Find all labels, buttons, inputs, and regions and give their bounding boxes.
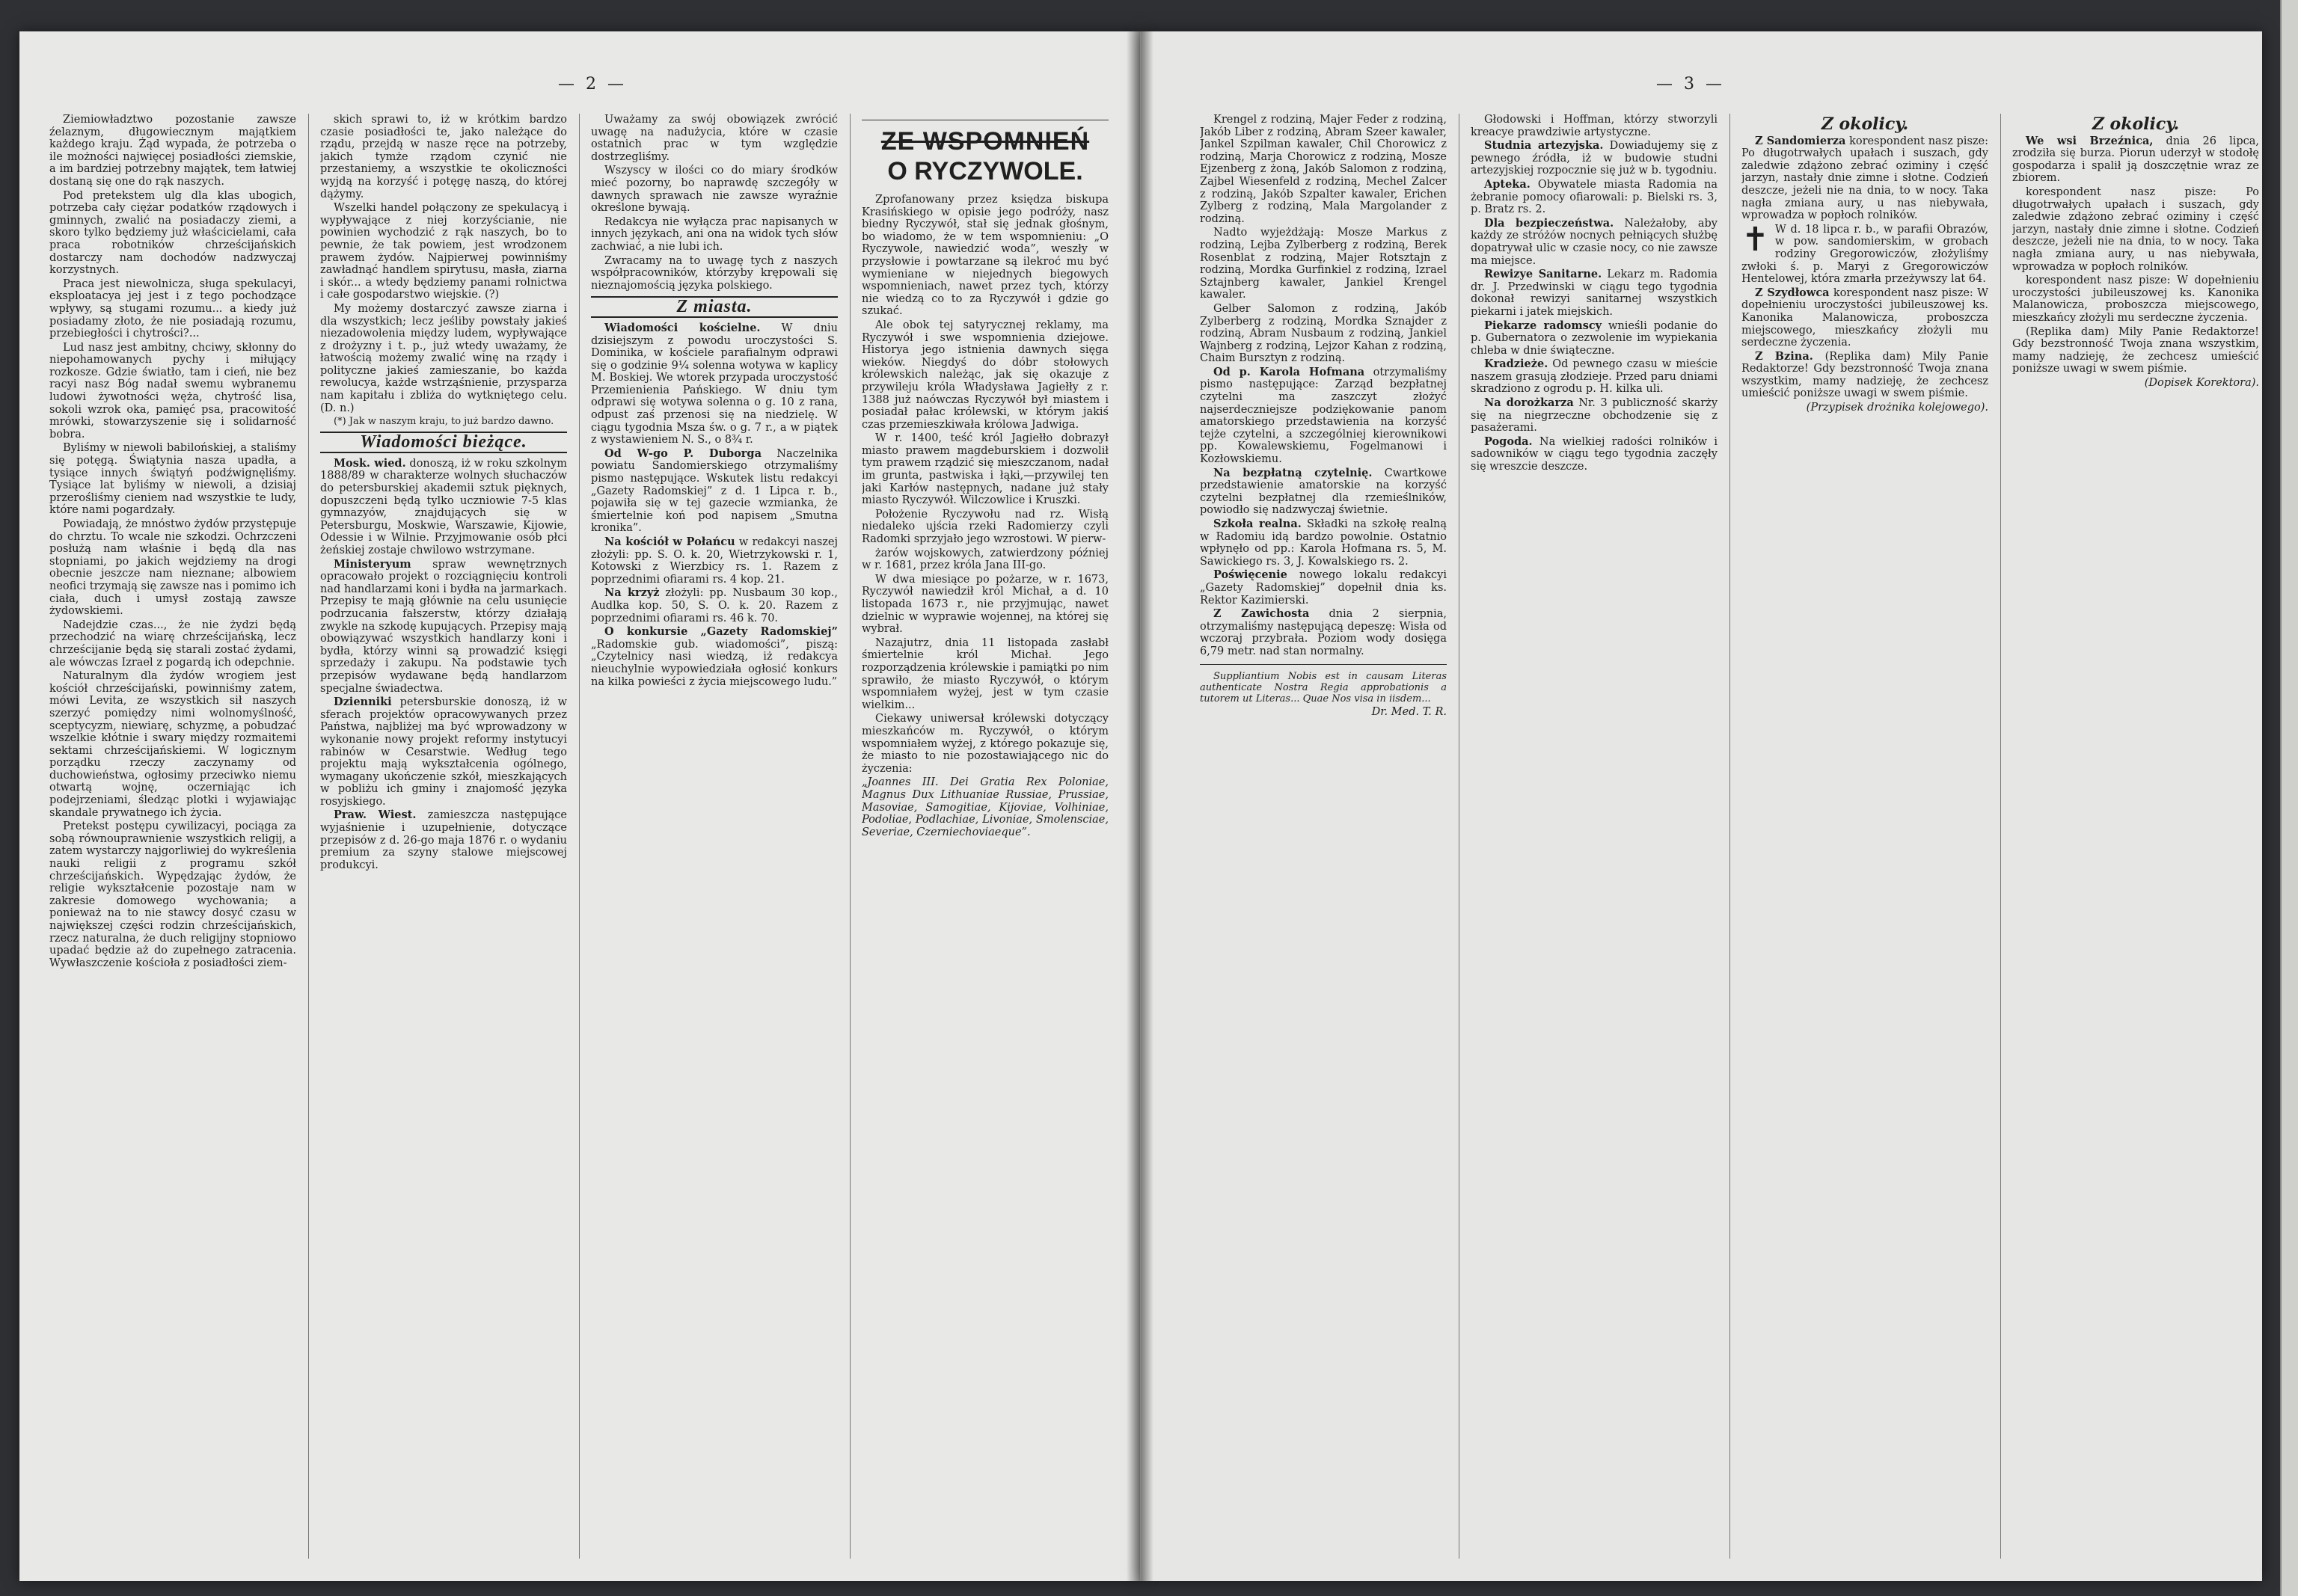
news-text: wnieśli podanie do p. Gubernatora o zezwolenie im wypiekania chleba w dnie świąteczne. [1471,319,1718,357]
news-head: Z Sandomierza [1755,134,1846,147]
news-text: korespondent nasz pisze: Po długotrwałych upałach i suszach, gdy zaledwie zdążono zebrać oziminy i część jarzyn, nastały dnie zimne i słotne. Codzień deszcze, jeżeli nie na dnia, to w nocy. Taka nagła zmiana aury, u nas niebywała, wprowadza w popłoch rolników. [1741,135,1988,222]
news-item [320,458,567,557]
news-item [591,626,838,688]
paragraph: (Replika dam) Mily Panie Redaktorze! Gdy bezstronność Twoja znana wszystkim, mamy nadzieję, że zechcesz umieścić poniższe uwagi w swem piśmie. [2012,325,2259,375]
news-item [1741,351,1988,400]
column-2 [320,114,567,1559]
news-head: Mosk. wied. [334,456,406,470]
column-rule [1729,114,1730,1559]
paragraph: żarów wojskowych, zatwierdzony później w r. 1681, przez króla Jana III-go. [862,547,1109,572]
news-item [1471,320,1718,357]
paragraph: Gelber Salomon z rodziną, Jakób Zylberberg z rodziną, Mordka Sznajder z rodziną, Abram Nusbaum z rodziną, Jankiel Wajnberg z rodziną, Lejzor Kahan z rodziną, Chaim Bursztyn z rodziną. [1200,302,1447,365]
paragraph: Krengel z rodziną, Majer Feder z rodziną, Jakób Liber z rodziną, Abram Szeer kawaler, Jankel Szpilman kawaler, Chil Chorowicz z rodziną, Marja Chorowicz z rodziną, Mosze Ejzenberg z żoną, Jakób Salomon z rodziną, Zajbel Wiesenfeld z rodziną, Mechel Zalcer z rodziną, Jakób Szpalter kawaler, Erichen Zylberg z rodziną, Mala Margolander z rodziną. [1200,114,1447,225]
news-head: We wsi Brzeźnica, [2026,134,2154,147]
news-item [1471,140,1718,177]
news-head: Apteka. [1484,177,1531,191]
paragraph: Zprofanowany przez księdza biskupa Krasińskiego w opisie jego podróży, nasz biedny Ryczywół, stał się jednak głośnym, bo wiadomo, że w tem wspomnieniu: „O Ryczywole, nawiedzić woda”, weszły w przysłowie i powtarzane są ilekroć mu być wymieniane w niejednych biegowych wspomnieniach, nawet przez tych, którzy nie wiedzą co to za Ryczywół i gdzie go szukać. [862,194,1109,318]
news-head: Dla bezpieczeństwa. [1484,216,1614,230]
column-4 [862,114,1109,1559]
paragraph: Uważamy za swój obowiązek zwrócić uwagę na nadużycia, które w czasie ostatnich prac w tym względzie dostrzegliśmy. [591,114,838,163]
news-item [591,587,838,624]
news-head: Od p. Karola Hofmana [1213,365,1365,378]
column-3 [1741,114,1988,1559]
news-item [1471,179,1718,216]
column-3 [591,114,838,1559]
news-text: Na wielkiej radości rolników i sadowników w ciągu tego tygodnia zaczęły się wreszcie deszcze. [1471,435,1718,473]
news-item [1741,135,1988,222]
news-head: Poświęcenie [1213,568,1287,582]
news-item [1741,287,1988,349]
news-text: Składki na szkołę realną w Radomiu idą bardzo powolnie. Ostatnio wpłynęło od pp.: Karola Hofmana rs. 5, M. Sawickiego rs. 3, J. Kowalskiego rs. 2. [1200,518,1447,568]
paragraph: Powiadają, że mnóstwo żydów przystępuje do chrztu. To wcale nie szkodzi. Ochrzczeni posłużą nam właśnie i będą dla nas stopniami, po jakich wejdziemy na drogi obecnie jeszcze nam nieznane; albowiem neofici trzymają się zawsze nas i pomimo ich ciała, duch i umysł zostają zawsze żydowskiemi. [49,518,296,618]
paragraph: Ziemiowładztwo pozostanie zawsze źelaznym, długowiecznym majątkiem każdego kraju. Żąd wypada, że potrzeba o ile możności najwięcej posiadłości ziemskie, a im bardziej potrzebny majątek, tem łatwiej dostaną się one do rąk naszych. [49,114,296,188]
news-head: Kradzieże. [1484,357,1548,371]
paragraph: Redakcya nie wyłącza prac napisanych w innych językach, ani ona na widok tych słów zachwiać, a nie lubi ich. [591,215,838,253]
footnote: (*) Jak w naszym kraju, to już bardzo dawno. [334,416,554,428]
news-text: korespondent nasz pisze: W dopełnieniu uroczystości jubileuszowej ks. Kanonika Malanowicza, proboszcza miejscowego, mieszkańcy złożyli mu serdeczne życzenia. [1741,286,1988,349]
news-head: Od W-go P. Duborga [604,446,762,460]
paragraph: Zwracamy na to uwagę tych z naszych współpracowników, którzyby krępowali się nieznajomością języka polskiego. [591,254,838,292]
news-item [1471,218,1718,267]
news-head: Wiadomości kościelne. [604,321,761,334]
news-head: O konkursie „Gazety Radomskiej” [604,625,838,639]
scanner-edge-strip [2280,0,2298,1596]
news-text: Obywatele miasta Radomia na żebranie pomocy ofiarowali: p. Bielski rs. 3, p. Bratz rs. 2. [1471,178,1718,216]
column-1 [1200,114,1447,1559]
news-text: w redakcyi naszej złożyli: pp. S. O. k. 20, Wietrzykowski r. 1, Kotowski z Wierzbicy rs. 1. Razem z poprzednimi ofiarami rs. 4 kop. 21. [591,536,838,586]
news-text: otrzymaliśmy pismo następujące: Zarząd bezpłatnej czytelni ma zaszczyt złożyć najserdeczniejsze podziękowanie panom amatorskiego przedstawienia na korzyść tejże czytelni, a szczególniej kierownikowi pp. Kowalewskiemu, Fogelmanowi i Kozłowskiemu. [1200,366,1447,466]
column-2 [1471,114,1718,1559]
news-text: Dowiadujemy się z pewnego źródła, iż w budowie studni artezyjskiej rozpocznie się już w b. tygodniu. [1471,140,1718,177]
paragraph: Ale obok tej satyrycznej reklamy, ma Ryczywół i swe wspomnienia dziejowe. Historya jego istnienia dawnych sięga wieków. Niegdyś do dóbr stołowych królewskich należąc, jak się okazuje z przywileju króla Władysława Jagiełły z r. 1388 już naówczas Ryczywół był miastem i posiadał pałac królewski, w którym jakiś czas przemieszkiwała królowa Jadwiga. [862,319,1109,431]
page-folio: — 2 — [558,75,627,93]
paragraph: Pod pretekstem ulg dla klas ubogich, potrzeba cały ciężar podatków rządowych i gminnych, zwalić na posiadaczy ziemi, a skoro tylko będziemy już właścicielami, cała praca robotników chrześcijańskich dostarczy nam dochodów nadzwyczaj korzystnych. [49,189,296,277]
paragraph: Wszyscy w ilości co do miary środków mieć pozorny, bo naprawdę szczegóły w dawnych sprawach nie zawsze wyraźnie określone bywają. [591,165,838,215]
section-title-current-news: Wiadomości bieżące. [320,432,567,453]
news-text: Od pewnego czasu w mieście naszem grasują złodzieje. Przed paru dniami skradziono z ogrodu p. H. kilka uli. [1471,358,1718,396]
news-item [1471,436,1718,473]
column-4 [2012,114,2259,1559]
paragraph: W dwa miesiące po pożarze, w r. 1673, Ryczywół nawiedził król Michał, a d. 10 listopada 1673 r., nie przyjmując, nawet dzielnic w wyprawie wojennej, na której się wybrał. [862,573,1109,636]
paragraph: Położenie Ryczywołu nad rz. Wisłą niedaleko ujścia rzeki Radomierzy czyli Radomki sprzyjało jego wzrostowi. W pierw- [862,508,1109,546]
news-text: nowego lokalu redakcyi „Gazety Radomskiej” dopełnił dnia ks. Rektor Kazimierski. [1200,569,1447,607]
column-rule [2000,114,2001,1559]
news-text: (Replika dam) Mily Panie Redaktorze! Gdy bezstronność Twoja znana wszystkim, mamy nadzieję, że zechcesz umieścić poniższe uwagi w swem piśmie. [1741,350,1988,400]
news-item [1200,366,1447,466]
news-item [2012,135,2259,185]
news-head: Na kościół w Połańcu [604,535,735,548]
paragraph: korespondent nasz pisze: Po długotrwałych upałach i suszach, gdy zaledwie zdążono zebrać oziminy i część jarzyn, nastały dnie zimne i słotne. Codzień deszcze, jeżeli nie na dnia, to w nocy. Taka nagła zmiana aury, u nas niebywała, wprowadza w popłoch rolników. [2012,185,2259,273]
news-item [591,448,838,535]
column-rule [308,114,309,1559]
news-head: Praw. Wiest. [334,808,417,822]
news-text: dnia 2 sierpnia, otrzymaliśmy następującą depeszę: Wisła od wczoraj przybrała. Poziom wody dosięga 6,79 metr. nad stan normalny. [1200,608,1447,657]
news-head: Studnia artezyjska. [1484,139,1604,153]
news-text: Należałoby, aby każdy ze stróżów nocnych pełniących służbę dopatrywał ulic w czasie nocy, co nie zawsze ma miejsce. [1471,217,1718,267]
page-folio: — 3 — [1656,75,1725,93]
news-item [591,322,838,446]
news-item [1200,608,1447,657]
news-text: Nr. 3 publiczność skarży się na niegrzeczne obchodzenie się z pasażerami. [1471,397,1718,435]
news-text: dnia 26 lipca, zrodziła się burza. Piorun uderzył w stodołę gospodarza i spalił ją doszczętnie wraz ze zbiorem. [2012,135,2259,185]
paragraph: My możemy dostarczyć zawsze ziarna i dla wszystkich; lecz jeśliby powstały jakieś niezadowolenia między ludem, wypływające z drożyzny i t. p., już wtedy uważamy, że łatwością możemy zwalić winę na rządy i polityczne jakieś zamieszanie, bo każda rewolucya, każde wstrząśnienie, przysparza nam kapitału i zbliża do wytkniętego celu. (D. n.) [320,302,567,414]
news-item [1200,467,1447,517]
paragraph: Praca jest niewolnicza, sługa spekulacyi, eksploatacya jej jest i z tego pochodzące wpływy, są stugami rozumu... a kiedy już posiadamy złoto, że nie posiadają rozumu, przebiegłości i chytrości?... [49,277,296,340]
news-text: Lekarz m. Radomia dr. J. Przedwinski w ciągu tego tygodnia dokonał rewizyi sanitarnej wszystkich piekarni i jatek miejskich. [1471,268,1718,318]
column-rule [850,114,851,1559]
news-item [591,536,838,586]
news-text: donoszą, iż w roku szkolnym 1888/89 w charakterze wolnych słuchaczów do petersburskiej akademii sztuk pięknych, dopuszczeni będą tylko uczniowie 7-5 klas gymnazyów, znajdujących się w Petersburgu, Moskwie, Warszawie, Kijowie, Odessie i w Wilnie. Przyjmowanie osób płci żeńskiej zostaje chwilowo wstrzymane. [320,457,567,556]
page-columns [49,114,1112,1559]
news-item [320,809,567,871]
paragraph: Byliśmy w niewoli babilońskiej, a staliśmy się potęgą. Świątynia nasza upadła, a tysiące innych świątyń podźwignęliśmy. Tysiące lat byliśmy w niewoli, a dzisiaj przerośliśmy cieniem nad wszystkie te ludy, które nami pogardzały. [49,442,296,517]
section-title-city: Z miasta. [591,296,838,318]
article-title [862,126,1109,186]
news-head: Rewizye Sanitarne. [1484,268,1602,281]
news-text: Cwartkowe przedstawienie amatorskie na korzyść czytelni bezpłatnej dla rzemieślników, powiodło się nadzwyczaj świetnie. [1200,467,1447,517]
news-item [1200,569,1447,607]
news-text: Naczelnika powiatu Sandomierskiego otrzymaliśmy pismo następujące. Wskutek listu redakcyi „Gazety Radomskiej” z d. 1 Lipca r. b., pojawiła się w tej gazecie wzmianka, że śmiertelnie koń pod napisem „Smutna kronika”. [591,447,838,535]
news-item [320,559,567,696]
paragraph: Nazajutrz, dnia 11 listopada zasłabł śmiertelnie król Michał. Jego rozporządzenia królewskie i pamiątki po nim sprawiło, że miasto Ryczywół, o którym wspomniałem wyżej, jest w tym czasie wielkim... [862,636,1109,711]
cross-icon: ✝ [1741,220,1769,259]
obituary [1741,220,1988,286]
news-item [1471,268,1718,318]
news-text: spraw wewnętrznych opracowało projekt o rozciągnięciu kontroli nad handlarzami koni i bydła na jarmarkach. Przepisy te mają głównie na celu usunięcie podrzucania fałszerstw, którzy działają zwykle na szkodę kupujących. Przepisy mają obowiązywać wszystkich handlarzy koni i bydła, którzy winni są prowadzić księgi sprzedaży i zakupu. Na podstawie tych przepisów wydawane będą handlarzom specjalne świadectwa. [320,558,567,695]
news-text: „Radomskie gub. wiadomości”, piszą: „Czytelnicy nasi wiedzą, iż redakcya nieuchylnie wypowiedziała ogłosić konkurs na kilka powieści z życia miejscowego ludu.” [591,638,838,688]
signature: Dr. Med. T. R. [1371,705,1447,718]
news-head: Piekarze radomscy [1484,319,1602,332]
news-head: Na bezpłatną czytelnię. [1213,466,1373,479]
news-item [320,696,567,808]
news-head: Dzienniki [334,696,392,709]
paragraph: korespondent nasz pisze: W dopełnieniu uroczystości jubileuszowej ks. Kanonika Malanowicza, proboszcza miejscowego, mieszkańcy złożyli mu serdeczne życzenia. [2012,274,2259,324]
news-item [1200,518,1447,568]
paragraph: Nadto wyjeżdżają: Mosze Markus z rodziną, Lejba Zylberberg z rodziną, Berek Rosenblat z rodziną, Majer Rotsztajn z rodziną, Mordka Gurfinkiel z rodziną, Izrael Sztajnberg kawaler, Jankiel Krengel kawaler. [1200,227,1447,301]
divider [1200,664,1447,665]
news-head: Z Szydłowca [1755,286,1830,299]
newspaper-page-right [1140,31,2262,1581]
paragraph: W r. 1400, teść król Jagiełło dobrazył miasto prawem magdeburskiem i dozwolił tym prawem rządzić się mieszczanom, nadał im grunta, pastwiska i łąki,—przywilej ten jaki Karłów następnych, nadane już stały miasto Ryczywół. Wilczowlice i Kruszki. [862,432,1109,507]
column-rule [579,114,580,1559]
obituary-text: W d. 18 lipca r. b., w parafii Obrazów, w pow. sandomierskim, w grobach rodziny Gregorowiczów, złożyliśmy zwłoki ś. p. Maryi z Gregorowiczów Hentelowej, która zmarła przeżywszy lat 64. [1741,223,1988,286]
paragraph: skich sprawi to, iż w krótkim bardzo czasie posiadłości te, jako należące do rządu, przejdą w nasze ręce na potrzeby, jakich tymże rządom czynić nie przestaniemy, a wszystkie te okoliczności wyjdą na korzyść i potęgę naszą, do której dążymy. [320,114,567,200]
news-item [1471,397,1718,435]
newspaper-page-left [19,31,1142,1581]
news-head: Z Bzina. [1755,349,1813,363]
poem-signature: (Przypisek drożnika kolejowego). [1806,402,1988,414]
news-head: Na krzyż [604,586,660,600]
news-text: W dniu dzisiejszym z powodu uroczystości S. Dominika, w kościele parafialnym odprawi się o godzinie 9¼ solenna wotywa w kaplicy M. Boskiej. We wtorek przypada uroczystość Przemienienia Pańskiego. W dniu tym odprawi się wotywa solenna o g. 10 z rana, odpust zaś przenosi się na niedzielę. W ciągu tygodnia Msza św. o g. 7 r., a w piątek z wystawieniem N. S., o 8¾ r. [591,322,838,446]
news-text: zamieszcza następujące wyjaśnienie i uzupełnienie, dotyczące przepisów z d. 26-go maja 1876 r. o wydaniu premium za szyny stalowe miejscowej produkcyi. [320,809,567,871]
paragraph: Wszelki handel połączony ze spekulacyą i wypływające z niej korzyścianie, nie powinien wychodzić z rąk naszych, bo to pewnie, że tak powiem, jest wrodzonem prawem żydów. Najpierwej powinniśmy zawładnąć handlem spirytusu, masła, ziarna i skór... a wtedy będziemy panami rolnictwa i całe gospodarstwo wiejskie. (?) [320,202,567,301]
news-text: złożyli: pp. Nusbaum 30 kop., Audlka kop. 50, S. O. k. 20. Razem z poprzednimi ofiarami rs. 46 k. 70. [591,587,838,624]
paragraph: Głodowski i Hoffman, którzy stworzyli kreacye prawdziwie artystyczne. [1471,114,1718,138]
paragraph: Nadejdzie czas..., że nie żydzi będą przechodzić na wiarę chrześcijańską, lecz chrześcijanie będą się starali zostać żydami, ale wówczas Izrael z pogardą ich odepchnie. [49,619,296,669]
paragraph: Naturalnym dla żydów wrogiem jest kościół chrześcijański, powinniśmy zatem, mówi Levita, ze wszystkich sił naszych szerzyć pomiędzy nimi wolnomyślność, sceptycyzm, niewiarę, schyzmę, a pobudzać wszelkie kłótnie i swary między rozmaitemi sektami chrześcijańskiemi. W logicznym porządku rzeczy zaczynamy od duchowieństwa, ogłosimy przeciwko niemu otwartą wojnę, oczerniając ich podejrzeniami, śledząc plotki i wyjawiając skandale prywatnego ich życia. [49,670,296,819]
section-title-region-2: Z okolicy. [2092,114,2180,134]
latin-quote: „Joannes III. Dei Gratia Rex Poloniae, Magnus Dux Lithuaniae Russiae, Prussiae, Masoviae, Samogitiae, Kijoviae, Volhiniae, Podoliae, Podlachiae, Livoniae, Smolensciae, Severiae, Czerniechoviaeque”. [862,776,1109,838]
paragraph: Ciekawy uniwersał królewski dotyczący mieszkańców m. Ryczywół, o którym wspomniałem wyżej, z którego pokazuje się, że miasto to nie pozostawiającego nic do życzenia: [862,713,1109,775]
news-head: Z Zawichosta [1213,607,1310,621]
paragraph: Pretekst postępu cywilizacyi, pociąga za sobą równouprawnienie wszystkich religij, a zatem wystarczy najgorliwiej do wykreślenia nauki religii z programu szkół chrześcijańskich. Wypędzając żydów, że religie wykształcenie pozostaje nam w zakresie domowego wychowania; a ponieważ na to nie stawcy dosyć czasu w największej części rodzin chrześcijańskich, rzecz naturalna, że duch religijny stopniowo upadać będzie aż do zupełnego zatracenia. Wywłaszczenie kościoła z posiadłości ziem- [49,820,296,969]
paragraph: Lud nasz jest ambitny, chciwy, skłonny do niepohamowanych pychy i miłujący rozkosze. Gdzie światło, tam i cień, nie bez racyi nasz Bóg nadał swemu wybranemu ludowi żywotności węża, chytrość lisa, sokoli wzrok oka, pamięć psa, pracowitość mrówki, stowarzyszenie się i solidarność bobra. [49,341,296,441]
news-text: petersburskie donoszą, iż w sferach projektów opracowywanych przez Państwa, najbliżej ma być wprowadzony w wykonanie nowy projekt reformy instytucyi rabinów w Cesarstwie. Według tego projektu mają wykształcenia ogólnego, wymagany ukończenie szkół, mieszkających w pobliżu ich gminy i znajomość języka rosyjskiego. [320,696,567,808]
page-columns [1170,114,2259,1559]
column-1 [49,114,296,1559]
news-head: Na dorożkarza [1484,396,1574,410]
news-head: Pogoda. [1484,435,1533,448]
news-head: Ministeryum [334,557,411,571]
article-title-line-1: ZE WSPOMNIEŃ [880,127,1090,156]
latin-privilege: Suppliantium Nobis est in causam Literas authenticate Nostra Regia approbationis a tutorem ut Literas... Quae Nos visa in iisdem... [1200,670,1447,705]
corrector-signature: (Dopisek Korektora). [2144,376,2259,389]
news-head: Szkoła realna. [1213,518,1302,530]
section-title-region: Z okolicy. [1821,114,1909,134]
article-title-line-2: O RYCZYWOLE. [887,157,1083,185]
news-item [1471,358,1718,396]
